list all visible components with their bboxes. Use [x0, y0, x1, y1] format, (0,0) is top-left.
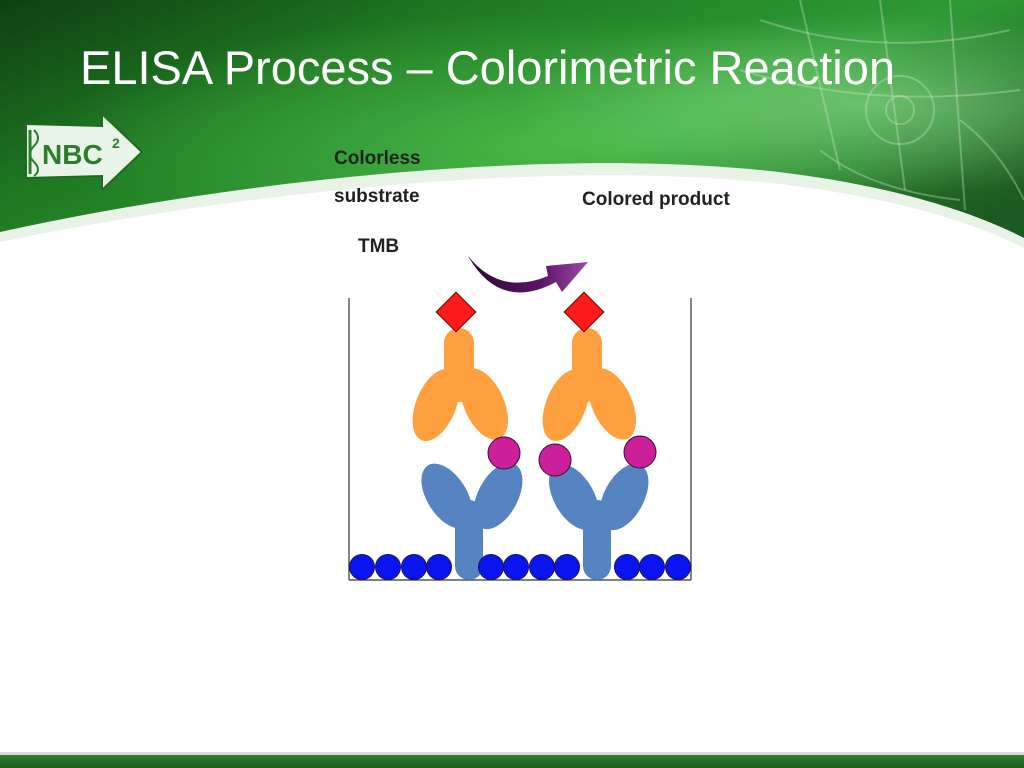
- surface-bead: [615, 555, 640, 580]
- surface-bead: [504, 555, 529, 580]
- slide-title: ELISA Process – Colorimetric Reaction: [80, 41, 895, 94]
- detection-antibody-left: [403, 328, 518, 448]
- enzymes: [436, 292, 604, 332]
- surface-bead: [402, 555, 427, 580]
- logo-superscript: 2: [112, 135, 120, 151]
- enzyme: [564, 292, 604, 332]
- detection-antibody-right: [533, 328, 646, 448]
- footer-bar: [0, 752, 1024, 768]
- label-colorless: Colorless: [334, 148, 421, 169]
- curved-arrow-icon: [468, 256, 588, 292]
- surface-bead: [350, 555, 375, 580]
- antigen: [539, 444, 571, 476]
- antigen: [624, 436, 656, 468]
- surface-bead: [479, 555, 504, 580]
- surface-bead: [640, 555, 665, 580]
- surface-bead: [427, 555, 452, 580]
- logo-text: NBC: [42, 139, 103, 170]
- surface-bead: [555, 555, 580, 580]
- label-colored-product: Colored product: [582, 189, 730, 210]
- antigen: [488, 437, 520, 469]
- surface-beads: [350, 555, 691, 580]
- surface-bead: [666, 555, 691, 580]
- enzyme: [436, 292, 476, 332]
- label-tmb: TMB: [358, 236, 400, 257]
- surface-bead: [376, 555, 401, 580]
- label-substrate: substrate: [334, 186, 420, 207]
- surface-bead: [530, 555, 555, 580]
